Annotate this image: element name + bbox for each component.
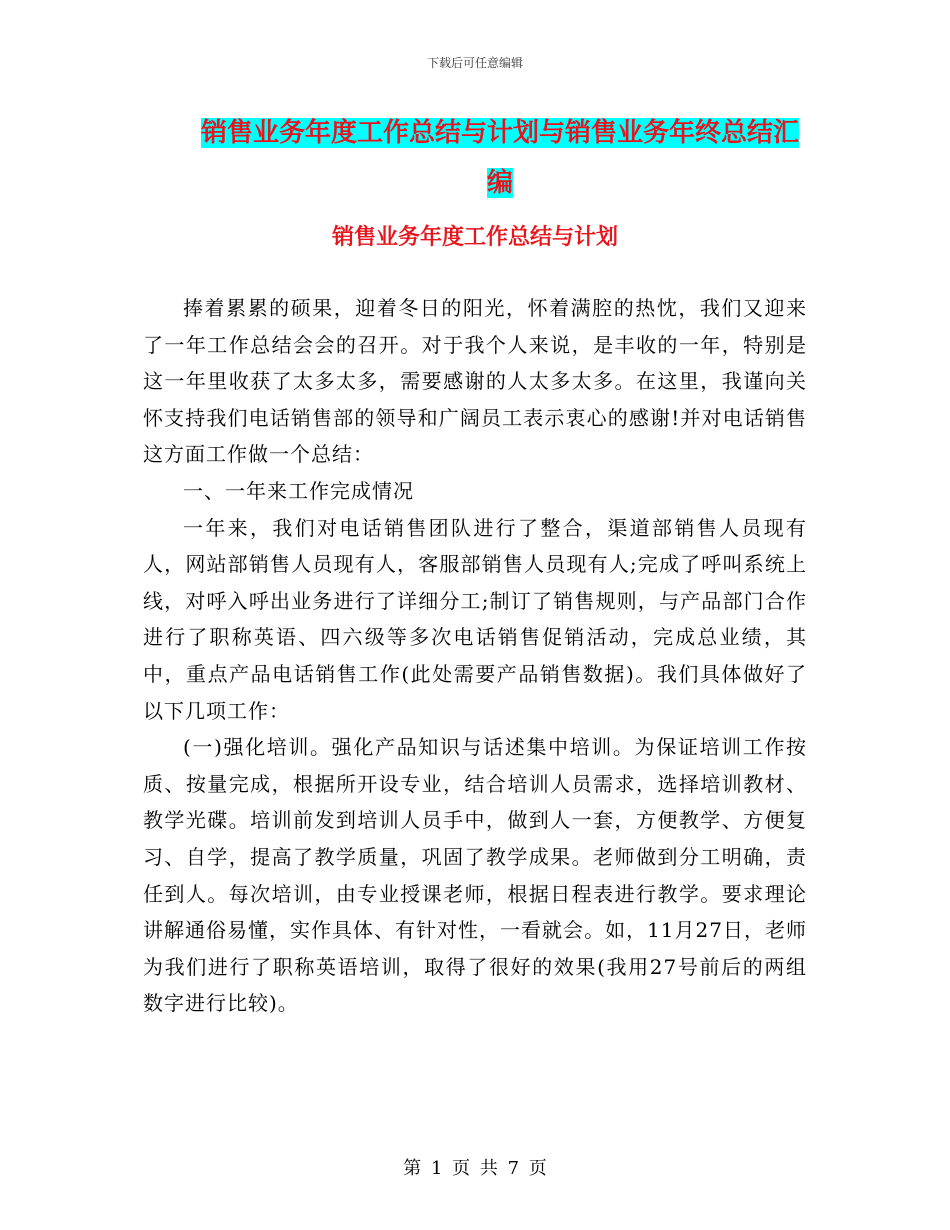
document-body bbox=[143, 290, 807, 1022]
body-heading-work-completion: 一、一年来工作完成情况 bbox=[183, 478, 414, 503]
page-number-footer: 第 1 页 共 7 页 bbox=[403, 1158, 547, 1179]
document-title-line-2: 编 bbox=[486, 168, 513, 198]
document-title bbox=[190, 108, 810, 208]
section-title: 销售业务年度工作总结与计划 bbox=[331, 224, 618, 250]
document-title-line-1: 销售业务年度工作总结与计划与销售业务年终总结汇 bbox=[200, 118, 799, 148]
page-header-note: 下载后可任意编辑 bbox=[426, 56, 523, 70]
body-paragraph-training: (一)强化培训。强化产品知识与话述集中培训。为保证培训工作按质、按量完成，根据所开设专业，结合培训人员需求，选择培训教材、教学光碟。培训前发到培训人员手中，做到人一套，方便教学、方便复习、自学，提高了教学质量，巩固了教学成果。老师做到分工明确，责任到人。每次培训，由专业授课老师，根据日程表进行教学。要求理论讲解通俗易懂，实作具体、有针对性，一看就会。如，11月27日，老师为我们进行了职称英语培训，取得了很好的效果(我用27号前后的两组数字进行比较)。 bbox=[143, 735, 807, 1016]
body-paragraph-overview: 一年来，我们对电话销售团队进行了整合，渠道部销售人员现有人，网站部销售人员现有人，客服部销售人员现有人;完成了呼叫系统上线，对呼入呼出业务进行了详细分工;制订了销售规则，与产品部门合作进行了职称英语、四六级等多次电话销售促销活动，完成总业绩，其中，重点产品电话销售工作(此处需要产品销售数据)。我们具体做好了以下几项工作： bbox=[143, 515, 807, 723]
body-paragraph-intro: 捧着累累的硕果，迎着冬日的阳光，怀着满腔的热忱，我们又迎来了一年工作总结会会的召开。对于我个人来说，是丰收的一年，特别是这一年里收获了太多太多，需要感谢的人太多太多。在这里，我谨向关怀支持我们电话销售部的领导和广阔员工表示衷心的感谢!并对电话销售这方面工作做一个总结： bbox=[143, 296, 807, 467]
